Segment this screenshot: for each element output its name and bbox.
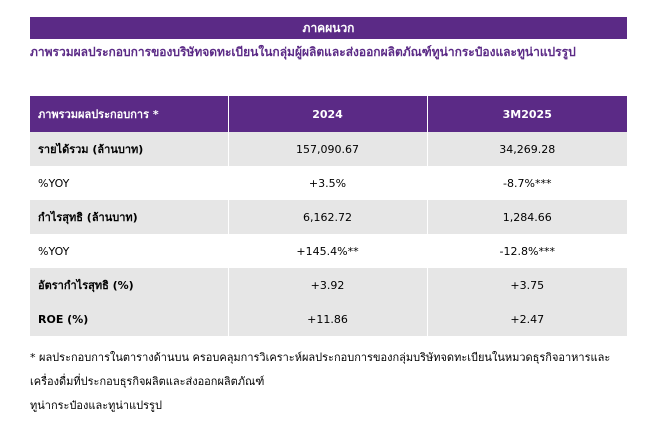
table-row (30, 166, 627, 200)
table-row (30, 132, 627, 166)
row-label: อัตรากำไรสุทธิ (%) (30, 268, 228, 302)
row-label: %YOY (30, 166, 228, 200)
table-header-row (30, 96, 627, 132)
header-3m2025: 3M2025 (427, 96, 627, 132)
footnotes (30, 346, 635, 418)
cell-3m2025: 1,284.66 (427, 200, 627, 234)
appendix-banner: ภาคผนวก (30, 17, 627, 39)
footnote-line: เครื่องดื่มที่ประกอบธุรกิจผลิตและส่งออกผลิตภัณฑ์ (30, 375, 265, 388)
row-label: รายได้รวม (ล้านบาท) (30, 132, 228, 166)
table-row (30, 302, 627, 336)
cell-3m2025: +3.75 (427, 268, 627, 302)
footnote-line: * ผลประกอบการในตารางด้านบน ครอบคลุมการวิเคราะห์ผลประกอบการของกลุ่มบริษัทจดทะเบียนในหมวดธุรกิจอาหารและ (30, 351, 611, 364)
performance-table (30, 96, 627, 336)
cell-2024: +145.4%** (228, 234, 427, 268)
cell-3m2025: +2.47 (427, 302, 627, 336)
table-row (30, 234, 627, 268)
cell-3m2025: 34,269.28 (427, 132, 627, 166)
cell-2024: +11.86 (228, 302, 427, 336)
row-label: %YOY (30, 234, 228, 268)
cell-2024: +3.92 (228, 268, 427, 302)
table-row (30, 200, 627, 234)
table-subtitle: ภาพรวมผลประกอบการของบริษัทจดทะเบียนในกลุ่มผู้ผลิตและส่งออกผลิตภัณฑ์ทูน่ากระป๋องและทูน่าแปรรูป (30, 45, 576, 59)
cell-2024: +3.5% (228, 166, 427, 200)
cell-3m2025: -8.7%*** (503, 176, 552, 190)
table-row (30, 268, 627, 302)
header-2024: 2024 (228, 96, 427, 132)
row-label: กำไรสุทธิ (ล้านบาท) (30, 200, 228, 234)
footnote-line: ทูน่ากระป๋องและทูน่าแปรรูป (30, 399, 162, 412)
cell-2024: 6,162.72 (228, 200, 427, 234)
cell-3m2025: -12.8%*** (499, 244, 555, 258)
header-metric: ภาพรวมผลประกอบการ * (30, 96, 228, 132)
cell-2024: 157,090.67 (228, 132, 427, 166)
row-label: ROE (%) (30, 302, 228, 336)
